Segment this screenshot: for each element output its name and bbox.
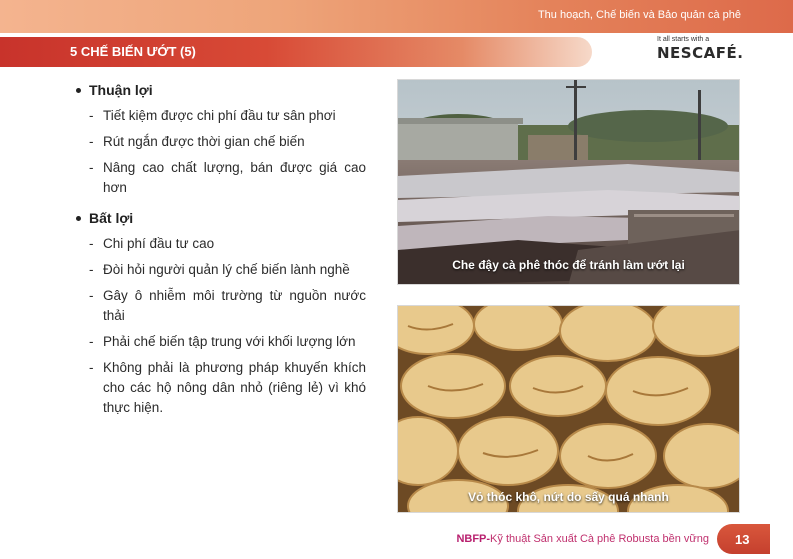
footer-course: Kỹ thuật Sản xuất Cà phê Robusta bền vững [490,533,709,545]
footer-text [456,533,709,545]
list-item: - Nâng cao chất lượng, bán được giá cao hơn [89,160,366,195]
photo-caption: Che đậy cà phê thóc để tránh làm ướt lại [452,258,685,272]
list-item: - Phải chế biến tập trung với khối lượng lớn [89,334,356,349]
slide-content [76,82,366,424]
photo-caption: Vỏ thóc khô, nứt do sấy quá nhanh [468,490,669,504]
footer-brand: NBFP- [456,533,491,545]
page-number: 13 [735,532,750,547]
list-item: - Không phải là phương pháp khuyến khích cho các hộ nông dân nhỏ (riêng lẻ) vì khó thực hiện. [89,360,366,415]
list-item: - Tiết kiệm được chi phí đầu tư sân phơi [89,108,336,123]
logo-brand: NESCAFÉ. [657,44,744,62]
section-heading-disadvantages [76,210,366,226]
list-item: - Đòi hỏi người quản lý chế biến lành nghề [89,262,350,277]
bullet-icon [76,216,81,221]
nescafe-logo [653,36,744,66]
top-banner [0,0,793,33]
list-item: - Gây ô nhiễm môi trường từ nguồn nước thải [89,288,366,323]
coffee-beans-illustration [398,306,740,513]
logo-tagline: It all starts with a [657,36,710,43]
coffee-beans-photo [397,305,740,513]
list-item: - Rút ngắn được thời gian chế biến [89,134,305,149]
slide-title-bar [0,37,592,67]
list-item: - Chi phí đầu tư cao [89,236,215,251]
section-heading-text: Thuận lợi [89,82,153,98]
bullet-icon [76,88,81,93]
slide-title: 5 CHẾ BIẾN ƯỚT (5) [70,44,196,59]
advantages-list [89,106,366,198]
section-heading-advantages [76,82,366,98]
course-title: Thu hoạch, Chế biến và Bảo quản cà phê [537,9,741,21]
drying-yard-photo [397,79,740,285]
drying-yard-illustration [398,80,740,285]
disadvantages-list [89,234,366,418]
section-heading-text: Bất lợi [89,210,134,226]
page-number-badge [717,524,770,554]
